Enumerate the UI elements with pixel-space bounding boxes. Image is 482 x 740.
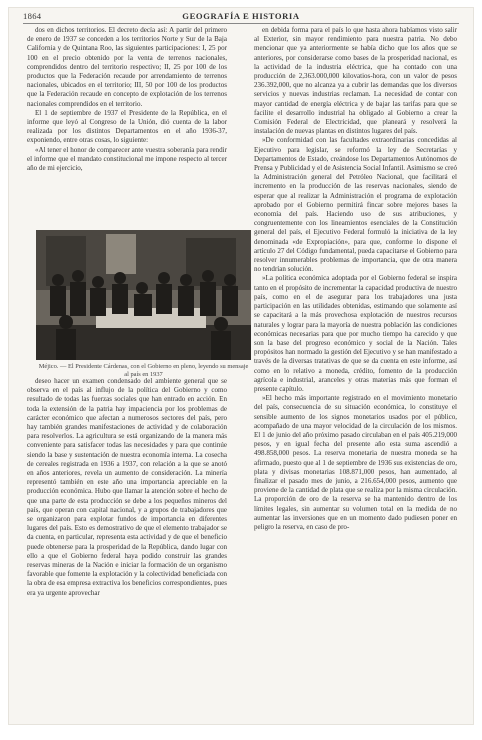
page-number: 1864 (23, 11, 42, 21)
column-bottom-left (27, 377, 227, 720)
column-right (254, 26, 457, 720)
paragraph: dos en dichos territorios. El decreto decía así: A partir del primero de enero de 1937 se conceden a los territorios Norte y Sur de la Baja California y de Quintana Roo, las siguientes participaciones: I, 25 por 100 en el precio obtenido por la venta de terrenos nacionales, comprendidos dentro del territorio respectivo; II, 25 por 100 de los productos que la Federación recaude por arrendamiento de terrenos nacionales, ubicados en el territorio; III, 50 por 100 de los productos que la Federación recaude en concepto de explotación de los terrenos nacionales comprendidos en el territorio. (27, 26, 227, 108)
paragraph: »De conformidad con las facultades extraordinarias concedidas al Ejecutivo para legislar, se reformó la ley de Secretarías y Departamentos de Estado, creándose los Departamentos Autónomos de Prensa y Publicidad y el de Asistencia Social Infantil. Asimismo se creó la Administración general del Petróleo Nacional, que facilitará el incremento en la producción de las reservas nacionales, siendo de esperar que al realizar la Administración el programa de explotación aprobado por el Gobierno permitirá fincar sobre mejores bases la economía del país. Haciendo uso de sus atribuciones, y congruentemente con los lineamientos esenciales de la Constitución general del país, el Ejecutivo Federal formuló la iniciativa de la ley denominada «de Expropiación», para que, conforme lo dispone el artículo 27 del Código fundamental, pueda capacitarse el Gobierno para resolver innumerables problemas de importancia, que de otra manera no tendrían solución. (254, 136, 457, 274)
column-top-left (27, 26, 227, 222)
running-header (23, 11, 459, 23)
photo-caption: Méjico. — El Presidente Cárdenas, con el Gobierno en pleno, leyendo su mensaje al país en 1937 (38, 363, 249, 378)
paragraph: deseo hacer un examen condensado del ambiente general que se observa en el país al influjo de la política del Gobierno y como resultado de todas las fuerzas sociales que han entrado en acción. En toda la extensión de la patria hay impaciencia por los problemas de carácter económico que afectan a numerosos sectores del país, pero hay también grandes manifestaciones de actividad y de colaboración para resolverlos. La agricultura se está organizando de la manera más conveniente para satisfacer todas las necesidades y para que continúe siendo la base y sustentación de nuestra economía interna. La cosecha de cereales registrada en 1936 a 1937, con relación a la que se anotó en años anteriores, revela un aumento de consideración. La minería representó también en este año una importancia apreciable en la producción económica. Hubo que llamar la atención sobre el hecho de que una parte de esta producción se debe a los pequeños mineros del país, que operan con capital nacional, y a grupos de trabajadores que se organizaron para explotar fundos de importancia en diferentes lugares del país. Esto es demostrativo de que el elemento trabajador se da cuenta, en particular, representa esta actividad y de que el beneficio puede obtenerse para la prosperidad de la República, dando lugar con ello a que el Gobierno federal haya podido construir las grandes reservas mineras de la Nación e iniciar la formación de un organismo favorable que fomente la explotación y la colectividad beneficiada con la obra de esa empresa extractiva los beneficios correspondientes, pues era ya urgente aprovechar (27, 377, 227, 597)
page (9, 8, 473, 724)
running-title: GEOGRAFÍA E HISTORIA (182, 11, 300, 21)
paragraph: El 1 de septiembre de 1937 el Presidente de la República, en el informe que leyó al Congreso de la Unión, dió cuenta de la labor realizada por los distintos Departamentos en el año 1936-37, exponiendo, entre otras cosas, lo siguiente: (27, 108, 227, 145)
paragraph: »El hecho más importante registrado en el movimiento monetario del país, consecuencia de su situación económica, lo constituye el sensible aumento de los signos monetarios usados por el público, acompañado de una mayor velocidad de la circulación de los mismos. El 1 de junio del año próximo pasado circulaban en el país 405.219,000 pesos, y en igual fecha del presente año esta suma ascendió a 498.858,000 pesos. La reserva monetaria de nuestra moneda se ha afirmado, puesto que al 1 de septiembre de 1936 sus existencias de oro, plata y divisas monetarias 108.871,000 pesos, han aumentado, al finalizar el pasado mes de junio, a 216.654,000 pesos, aumento que proviene de la cantidad de plata que se realiza por la misma circulación. La proporción de oro de la reserva se ha mantenido dentro de los límites legales, sin aumentar su volumen total en la medida de no aumentar las inversiones que en un momento dado pudiesen poner en peligro la reserva, en caso de pro- (254, 394, 457, 531)
header-rule (23, 23, 459, 24)
paragraph: «Al tener el honor de comparecer ante vuestra soberanía para rendir el informe que el mandato constitucional me impone respecto al tercer año de mi ejercicio, (27, 145, 227, 173)
photograph (36, 230, 251, 360)
paragraph: »La política económica adoptada por el Gobierno federal se inspira tanto en el propósito de incrementar la capacidad productiva de nuestro país, como en el de asegurar para los trabajadores una justa participación en las utilidades obtenidas, estimando que solamente así se capacitará a la más provechosa explotación de nuestros recursos naturales y lograr para la mayoría de nuestra población las condiciones económicas necesarias para que por mucho tiempo ha carecido y que son la base del progreso económico y social de la Nación. Tales propósitos han normado la gestión del Ejecutivo y se han manifestado a través de la diversas tratativas de que se da cuenta en este informe, así como en lo relativo a moneda, crédito, fomento de la producción agrícola e industrial, aranceles y otras materias más que forman el presente capítulo. (254, 274, 457, 393)
paragraph: en debida forma para el país lo que hasta ahora habíamos visto salir al Exterior, sin mayor rendimiento para nuestra patria. No debo mencionar que ya anteriormente se había dicho que los años que se anteriores, por considerarse como bases de la prosperidad nacional, es la actividad de la industria eléctrica, que ha contado con una producción de 2,363.000,000 kilovatios-hora, con un valor de pesos 236.392,000, que no alcanza ya a cubrir las demandas que los diversos servicios y nuevas industrias reclaman. La necesidad de contar con mayor cantidad de energía eléctrica y de bajar las tarifas para que se facilite el desarrollo industrial ha obligado al Gobierno a crear la Comisión Federal de Electricidad, que planeará y resolverá la instalación de nuevas plantas en distintos lugares del país. (254, 26, 457, 136)
